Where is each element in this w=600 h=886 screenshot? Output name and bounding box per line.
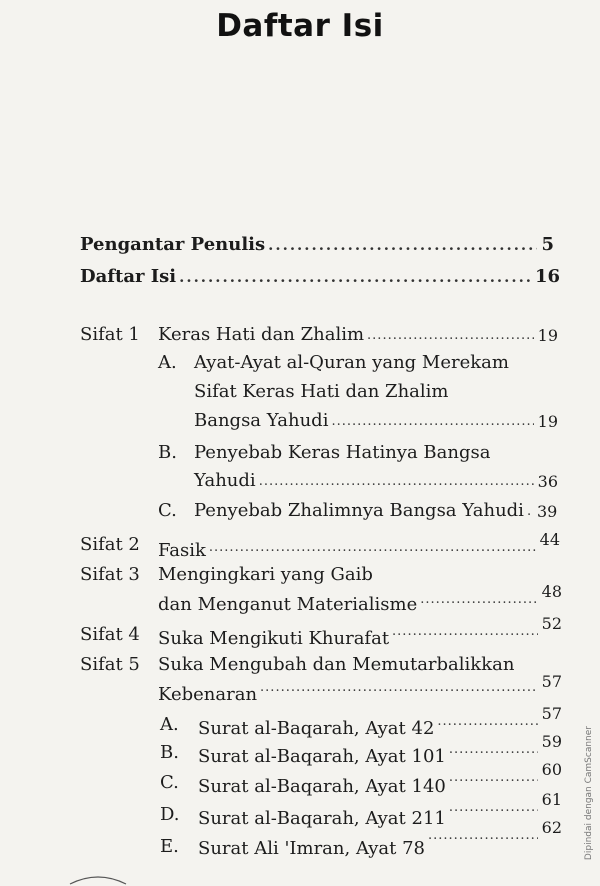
- toc-entry-sifat-5[interactable]: [158, 672, 562, 705]
- toc-entry-page: 39: [536, 502, 558, 521]
- dot-leader: [449, 801, 538, 814]
- toc-entry-sifat-5-b[interactable]: [198, 732, 562, 767]
- dot-leader: [527, 505, 533, 518]
- toc-entry-title: Surat Ali 'Imran, Ayat 78: [198, 838, 425, 859]
- dot-leader: [268, 239, 537, 252]
- toc-entry-page: 61: [541, 790, 562, 809]
- toc-entry-page: 62: [541, 818, 562, 837]
- toc-entry-line: Penyebab Keras Hatinya Bangsa: [194, 442, 491, 463]
- dot-leader: [449, 743, 538, 756]
- sub-letter: E.: [160, 836, 179, 857]
- section-label: Sifat 2: [80, 534, 140, 555]
- toc-entry-title: Penyebab Zhalimnya Bangsa Yahudi: [194, 500, 524, 521]
- toc-entry-title: dan Menganut Materialisme: [158, 594, 418, 615]
- toc-entry-title: Surat al-Baqarah, Ayat 101: [198, 746, 446, 767]
- dot-leader: [428, 829, 538, 842]
- section-label: Sifat 4: [80, 624, 140, 645]
- toc-entry-page: 5: [541, 234, 554, 255]
- toc-entry-title: Daftar Isi: [80, 266, 177, 287]
- toc-entry-daftar-isi[interactable]: [80, 266, 560, 287]
- sub-letter: D.: [160, 804, 180, 825]
- dot-leader: [420, 593, 537, 606]
- toc-entry-page: 19: [537, 412, 558, 431]
- toc-entry-page: 57: [541, 704, 562, 723]
- toc-entry-page: 52: [541, 614, 562, 633]
- dot-leader: [259, 475, 534, 488]
- scanner-watermark: Dipindai dengan CamScanner: [584, 726, 594, 861]
- toc-entry-line: Sifat Keras Hati dan Zhalim: [194, 381, 449, 402]
- toc-entry-sifat-1-a[interactable]: [194, 410, 558, 431]
- dot-leader: [437, 715, 537, 728]
- toc-entry-pengantar[interactable]: [80, 234, 554, 255]
- toc-entry-sifat-5-e[interactable]: [198, 818, 562, 859]
- toc-entry-title: Surat al-Baqarah, Ayat 42: [198, 718, 435, 739]
- dot-leader: [209, 541, 536, 554]
- toc-entry-page: 57: [541, 672, 562, 691]
- toc-entry-title: Bangsa Yahudi: [194, 410, 329, 431]
- toc-entry-page: 59: [541, 732, 562, 751]
- toc-entry-sifat-1-b[interactable]: [194, 470, 558, 491]
- toc-entry-page: 48: [541, 582, 562, 601]
- dot-leader: [449, 771, 538, 784]
- toc-entry-line: Ayat-Ayat al-Quran yang Merekam: [194, 352, 509, 373]
- toc-entry-page: 44: [539, 530, 560, 549]
- sub-letter: C.: [158, 500, 177, 521]
- sub-letter: B.: [160, 742, 179, 763]
- toc-entry-sifat-4[interactable]: [158, 614, 562, 649]
- section-label: Sifat 5: [80, 654, 140, 675]
- toc-entry-title: Suka Mengikuti Khurafat: [158, 628, 390, 649]
- page-title: Daftar Isi: [216, 8, 384, 44]
- page-ornament: [68, 872, 128, 886]
- dot-leader: [260, 681, 538, 694]
- dot-leader: [367, 329, 534, 342]
- sub-letter: C.: [160, 772, 179, 793]
- section-label: Sifat 1: [80, 324, 140, 345]
- toc-entry-title: Surat al-Baqarah, Ayat 211: [198, 808, 446, 829]
- sub-letter: A.: [158, 352, 177, 373]
- section-label: Sifat 3: [80, 564, 140, 585]
- toc-entry-sifat-1[interactable]: [158, 324, 558, 345]
- toc-entry-line: Mengingkari yang Gaib: [158, 564, 373, 585]
- dot-leader: [179, 271, 531, 284]
- toc-entry-title: Fasik: [158, 540, 206, 561]
- toc-entry-sifat-5-c[interactable]: [198, 760, 562, 797]
- toc-entry-page: 19: [537, 326, 558, 345]
- toc-entry-sifat-3[interactable]: [158, 582, 562, 615]
- toc-entry-sifat-5-a[interactable]: [198, 704, 562, 739]
- toc-entry-title: Yahudi: [194, 470, 256, 491]
- sub-letter: B.: [158, 442, 177, 463]
- toc-entry-line: Suka Mengubah dan Memutarbalikkan: [158, 654, 515, 675]
- toc-entry-page: 16: [534, 266, 560, 287]
- toc-entry-title: Pengantar Penulis: [80, 234, 266, 255]
- dot-leader: [392, 625, 538, 638]
- toc-entry-title: Keras Hati dan Zhalim: [158, 324, 365, 345]
- toc-entry-page: 60: [541, 760, 562, 779]
- toc-entry-page: 36: [537, 472, 558, 491]
- toc-entry-sifat-2[interactable]: [158, 530, 560, 561]
- dot-leader: [331, 415, 533, 428]
- toc-entry-sifat-1-c[interactable]: [194, 500, 560, 521]
- toc-entry-title: Surat al-Baqarah, Ayat 140: [198, 776, 446, 797]
- toc-entry-title: Kebenaran: [158, 684, 258, 705]
- sub-letter: A.: [160, 714, 179, 735]
